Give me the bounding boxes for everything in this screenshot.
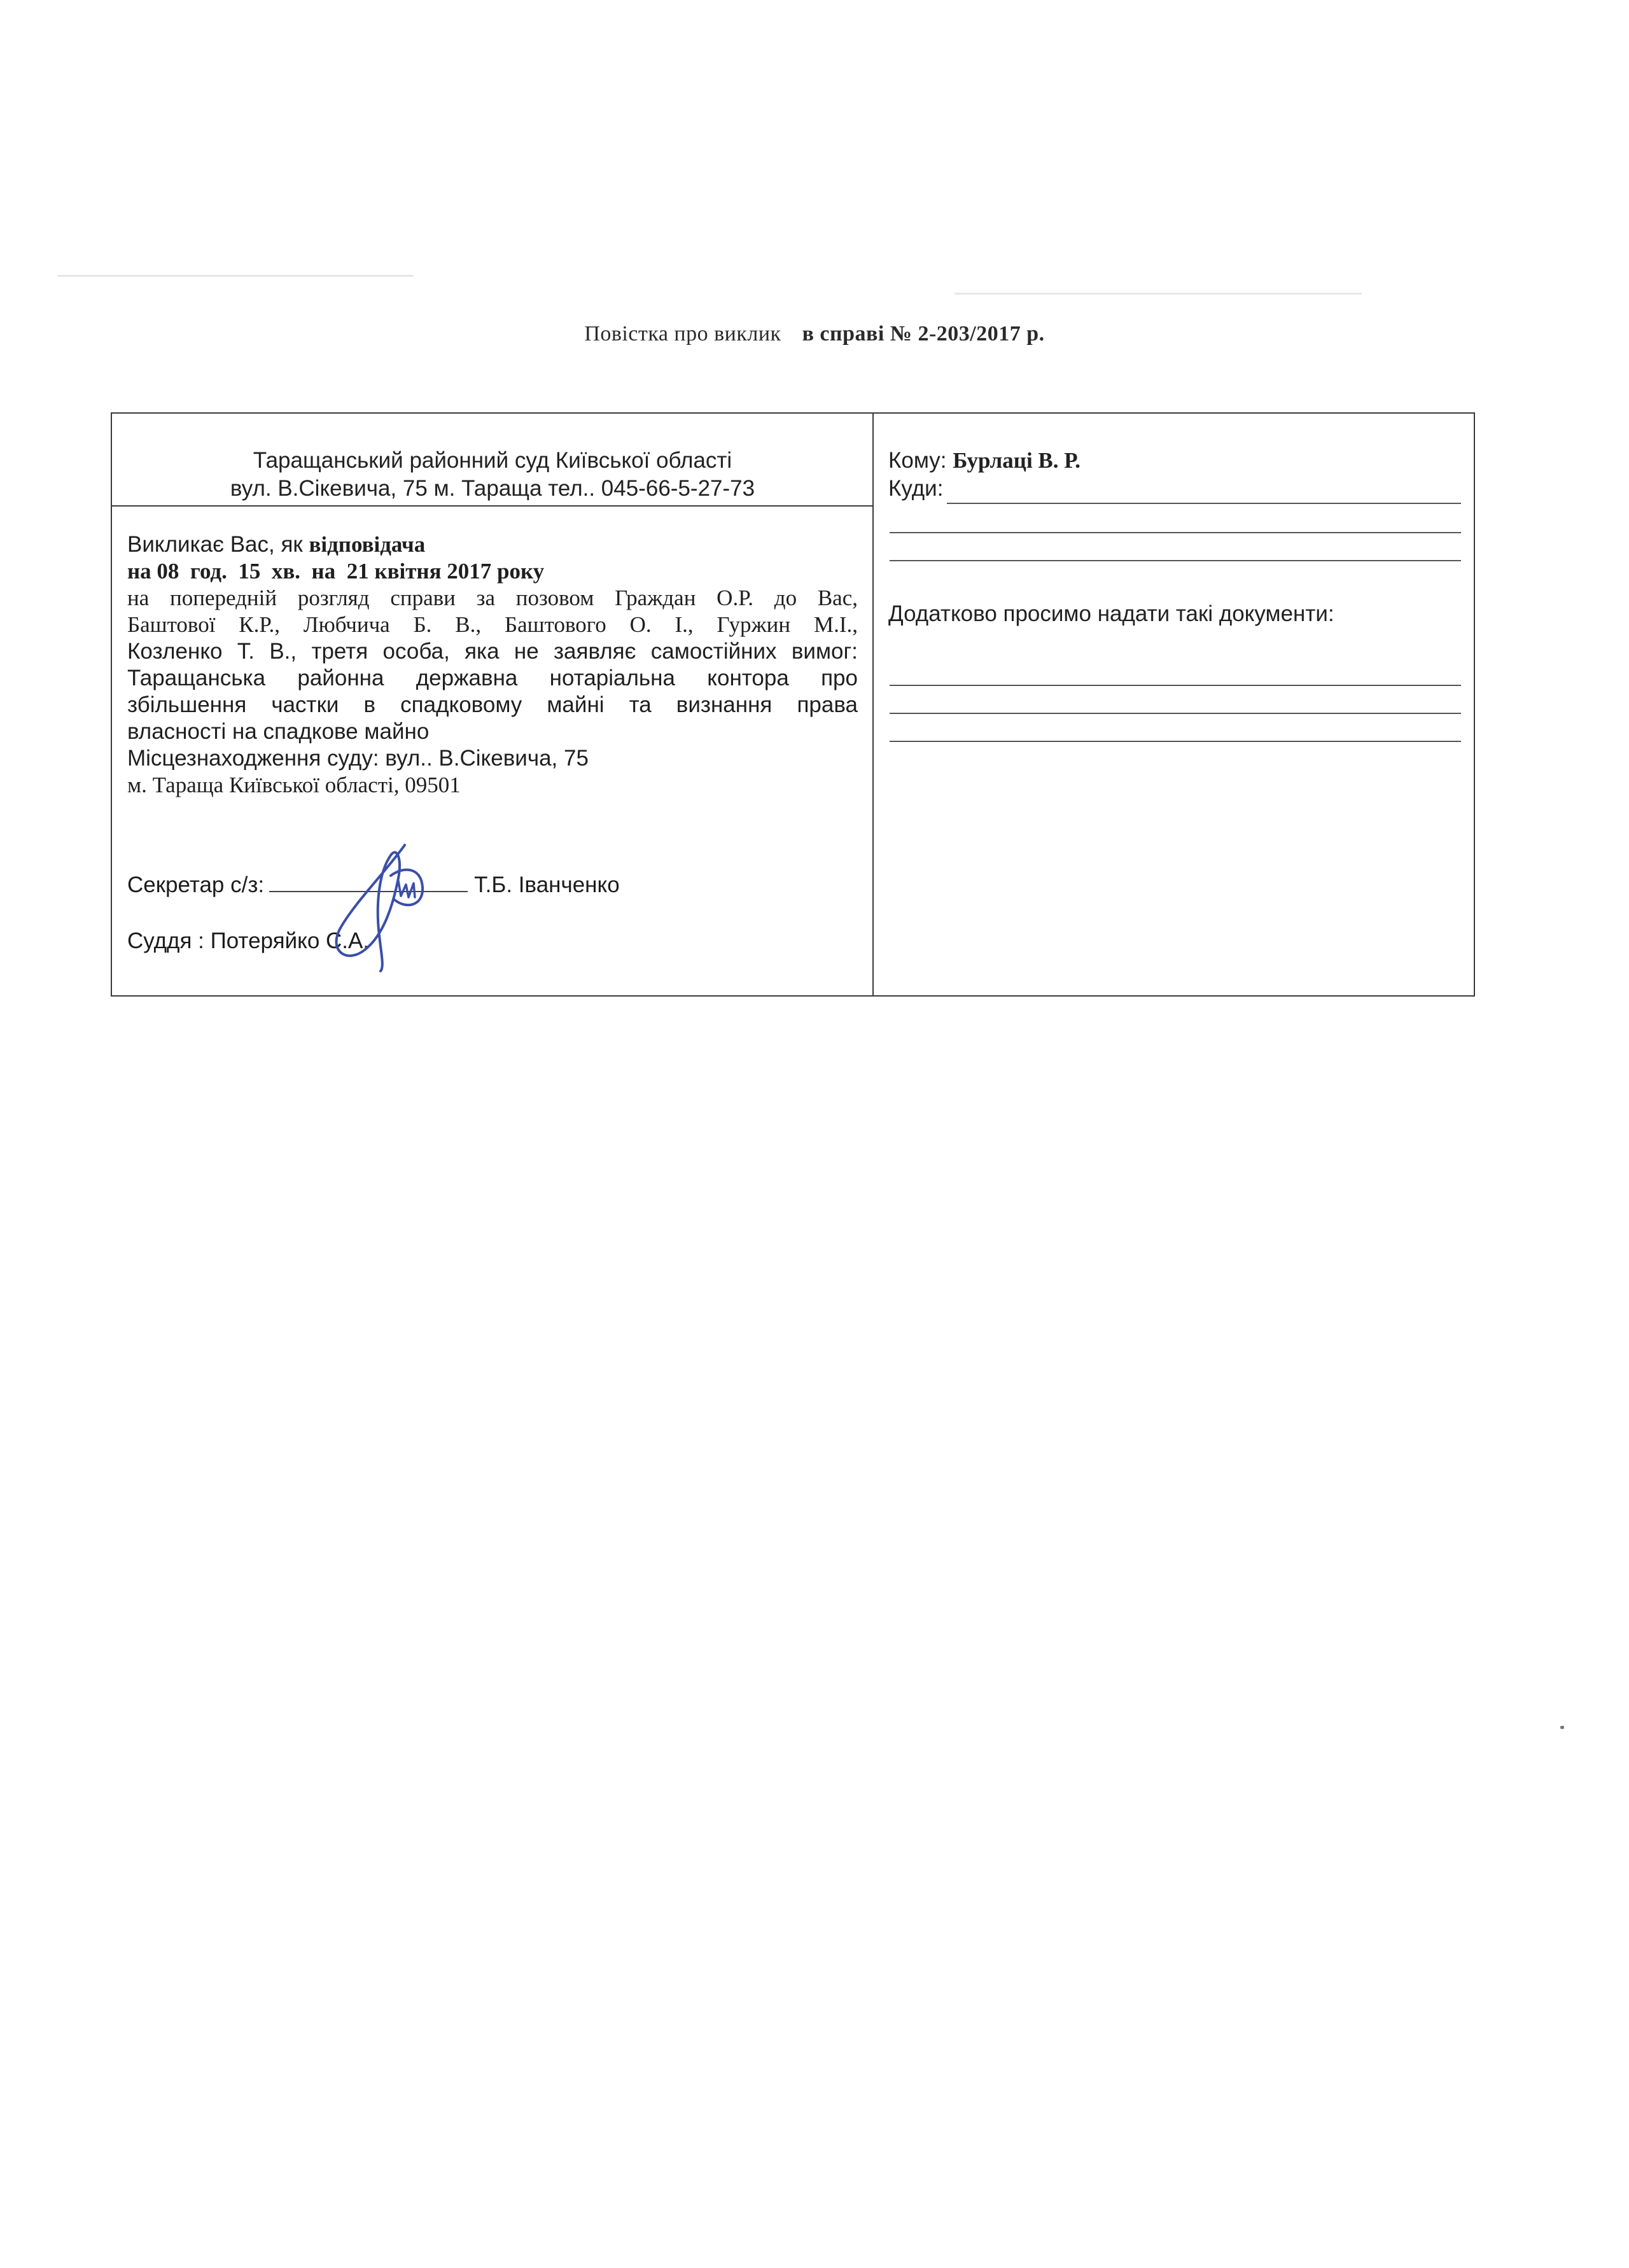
- secretary-name: Т.Б. Іванченко: [474, 872, 620, 897]
- recipient-block: [888, 447, 1461, 503]
- recipient-where-label: Куди:: [888, 476, 944, 501]
- scan-artifact: [57, 275, 414, 277]
- court-header: [112, 447, 873, 503]
- court-city: м. Тараща Київської області, 09501: [127, 773, 461, 797]
- recipient-name: Бурлаці В. Р.: [953, 448, 1081, 473]
- hearing-time: на 08 год. 15 хв. на 21 квітня 2017 року: [127, 559, 545, 584]
- case-text-line: Козленко Т. В., третя особа, яка не заявляє самостійних вимог:: [127, 639, 858, 664]
- summons-intro: Викликає Вас, як: [127, 532, 303, 557]
- case-number: в справі № 2-203/2017 р.: [802, 322, 1045, 346]
- documents-line: [890, 685, 1461, 686]
- court-location: Місцезнаходження суду: вул.. В.Сікевича, 75: [127, 746, 589, 771]
- address-line: [947, 503, 1461, 504]
- case-text-line: збільшення частки в спадковому майні та визнання права: [127, 692, 858, 717]
- documents-line: [890, 741, 1461, 742]
- case-text-line: Баштової К.Р., Любчича Б. В., Баштового О. І., Гуржин М.І.,: [127, 612, 858, 637]
- page-title: [0, 322, 1629, 346]
- scan-speck: [1560, 1726, 1564, 1729]
- summons-form: [111, 412, 1475, 997]
- address-line: [890, 560, 1461, 561]
- summons-body: [127, 531, 858, 799]
- case-text-line: Таращанська районна державна нотаріальна контора про: [127, 666, 858, 690]
- scan-artifact: [954, 293, 1362, 295]
- documents-line: [890, 713, 1461, 714]
- address-line: [890, 532, 1461, 533]
- secretary-label: Секретар с/з:: [127, 872, 265, 897]
- row-divider: [112, 505, 873, 507]
- summons-intro-line: [127, 531, 858, 558]
- extra-documents-label: Додатково просимо надати такі документи:: [888, 601, 1334, 626]
- recipient-to-row: [888, 447, 1461, 475]
- handwritten-signature: [309, 834, 449, 974]
- judge-name: Суддя : Потеряйко С.А.: [127, 928, 370, 953]
- recipient-to-label: Кому:: [888, 448, 947, 473]
- court-name: Таращанський районний суд Київської області: [253, 448, 732, 473]
- summons-role: відповідача: [309, 532, 426, 557]
- recipient-where-row: [888, 475, 1461, 503]
- court-address: вул. В.Сікевича, 75 м. Тараща тел.. 045-66-5-27-73: [230, 476, 755, 501]
- case-text-last: власності на спадкове майно: [127, 719, 430, 744]
- case-text-line: на попередній розгляд справи за позовом Граждан О.Р. до Вас,: [127, 585, 858, 610]
- title-text: Повістка про виклик: [584, 322, 781, 346]
